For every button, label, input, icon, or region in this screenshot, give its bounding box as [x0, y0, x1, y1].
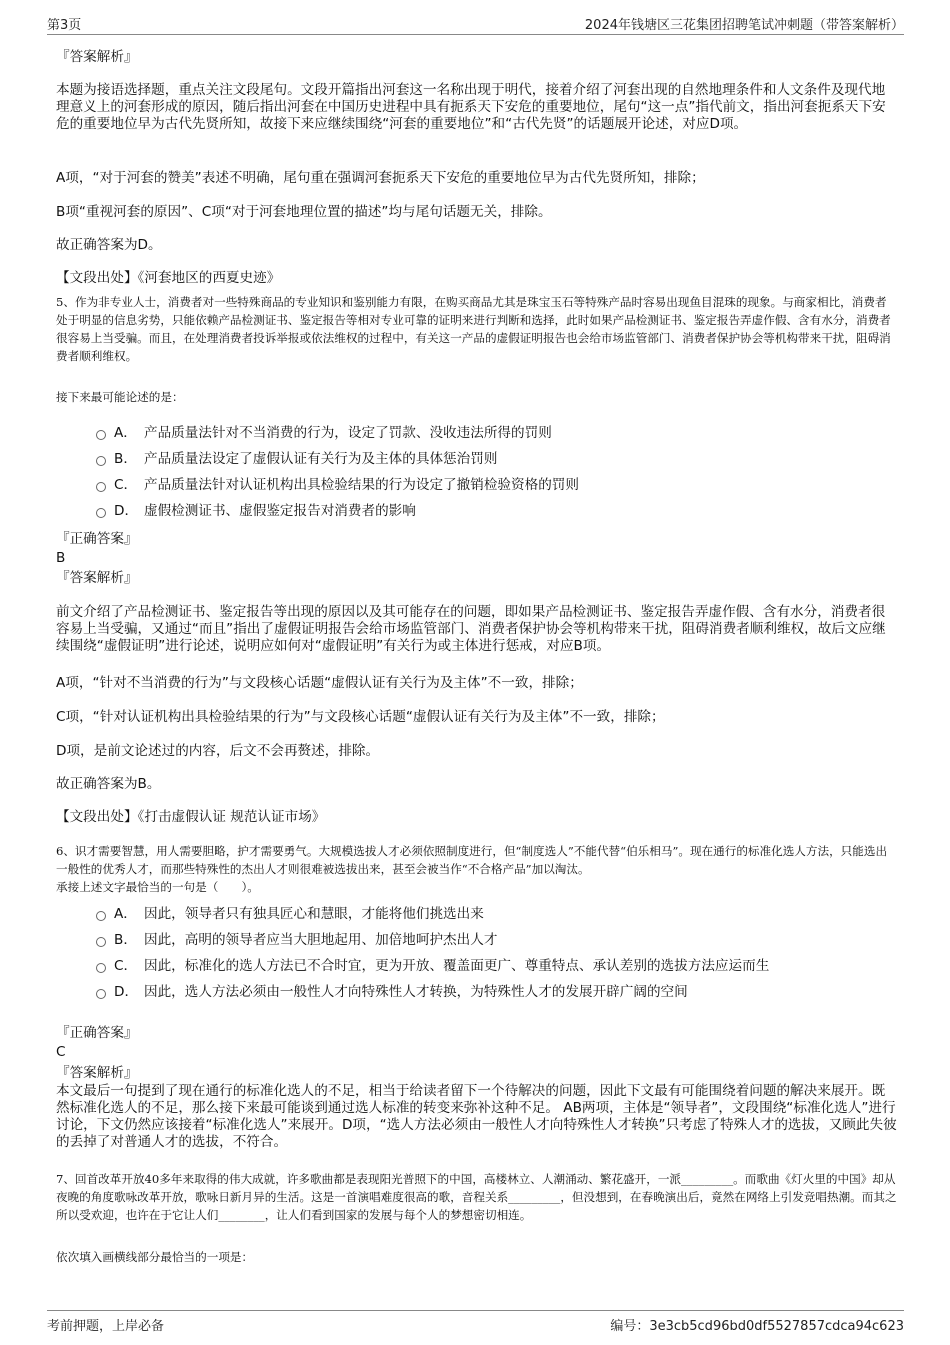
radio-icon[interactable] — [96, 456, 106, 466]
document-title: 2024年钱塘区三花集团招聘笔试冲刺题（带答案解析） — [584, 18, 904, 33]
q5-analysis-option-a: A项，“针对不当消费的行为”与文段核心话题“虚假认证有关行为及主体”不一致，排除； — [56, 675, 583, 691]
q7-question: 依次填入画横线部分最恰当的一项是： — [56, 1250, 254, 1264]
q5-option-c[interactable]: C． 产品质量法针对认证机构出具检验结果的行为设定了撤销检验资格的罚则 — [56, 472, 898, 498]
q4-analysis-label: 『答案解析』 — [56, 49, 138, 65]
document-code: 编号：3e3cb5cd96bd0df5527857cdca94c623 — [610, 1319, 904, 1334]
radio-icon[interactable] — [96, 937, 106, 947]
q5-analysis-label: 『答案解析』 — [56, 570, 138, 586]
q4-source: 【文段出处】《河套地区的西夏史迹》 — [56, 270, 281, 286]
q6-answer: C — [56, 1044, 66, 1060]
q7-stem: 7、回首改革开放40多年来取得的伟大成就，许多歌曲都是表现阳光普照下的中国，高楼林立、人潮涌动、繁花盛开，一派_________。而歌曲《灯火里的中国》却从夜晚的角度歌咏改革开放，歌咏日新月异的生活。这是一首演唱难度很高的歌，音程关系_________，但没想到，在春晚演出后，竟然在网络上引发竞唱热潮。而其之所以受欢迎，也许在于它让人们________，让人们看到国家的发展与每个人的梦想密切相连。 — [56, 1172, 897, 1222]
radio-icon[interactable] — [96, 482, 106, 492]
q4-analysis-option-a: A项，“对于河套的赞美”表述不明确，尾句重在强调河套扼系天下安危的重要地位早为古代先贤所知，排除； — [56, 170, 705, 186]
q6-analysis-paragraph: 本文最后一句提到了现在通行的标准化选人的不足，相当于给读者留下一个待解决的问题，因此下文最有可能围绕着问题的解决来展开。既然标准化选人的不足，那么接下来最可能谈到通过选人标准的转变来弥补这种不足。 AB两项，主体是“领导者”，文段围绕“标准化选人”进行讨论，下文仍然应该接着“标准化选人”来展开。D项，“选人方法必须由一般性人才向特殊性人才转换”只考虑了特殊人才的选拔，又顾此失彼的丢掉了对普通人才的选拔，不符合。 — [56, 1083, 897, 1150]
q5-answer: B — [56, 550, 66, 566]
q6-question: 承接上述文字最恰当的一句是（ ）。 — [56, 880, 259, 894]
radio-icon[interactable] — [96, 963, 106, 973]
q5-source: 【文段出处】《打击虚假认证 规范认证市场》 — [56, 809, 326, 825]
radio-icon[interactable] — [96, 911, 106, 921]
radio-icon[interactable] — [96, 508, 106, 518]
q5-analysis-option-c: C项，“针对认证机构出具检验结果的行为”与文段核心话题“虚假认证有关行为及主体”不一致，排除； — [56, 709, 665, 725]
q5-analysis-option-d: D项，是前文论述过的内容，后文不会再赘述，排除。 — [56, 743, 380, 759]
q5-options — [56, 420, 898, 524]
q6-option-d[interactable]: D． 因此，选人方法必须由一般性人才向特殊性人才转换，为特殊性人才的发展开辟广阔的空间 — [56, 979, 898, 1005]
q5-analysis-conclusion: 故正确答案为B。 — [56, 776, 161, 792]
q5-analysis-paragraph: 前文介绍了产品检测证书、鉴定报告等出现的原因以及其可能存在的问题，即如果产品检测证书、鉴定报告弄虚作假、含有水分，消费者很容易上当受骗，又通过“而且”指出了虚假证明报告会给市场监管部门、消费者保护协会等机构带来干扰，阻碍消费者顺利维权，故后文应继续围绕“虚假证明”进行论述，说明应如何对“虚假证明”有关行为或主体进行惩戒，对应B项。 — [56, 604, 886, 654]
q6-stem: 6、识才需要智慧，用人需要胆略，护才需要勇气。大规模选拔人才必须依照制度进行，但“制度选人”不能代替“伯乐相马”。现在通行的标准化选人方法，只能选出一般性的优秀人才，而那些特殊性的杰出人才则很难被选拔出来，甚至会被当作“不合格产品”加以淘汰。 — [56, 844, 888, 876]
q5-option-d[interactable]: D． 虚假检测证书、虚假鉴定报告对消费者的影响 — [56, 498, 898, 524]
q5-stem: 5、作为非专业人士，消费者对一些特殊商品的专业知识和鉴别能力有限，在购买商品尤其是珠宝玉石等特殊产品时容易出现鱼目混珠的现象。与商家相比，消费者处于明显的信息劣势，只能依赖产品检测证书、鉴定报告等相对专业可靠的证明来进行判断和选择，此时如果产品检测证书、鉴定报告弄虚作假、含有水分，消费者很容易上当受骗。而且，在处理消费者投诉举报或依法维权的过程中，有关这一产品的虚假证明报告也会给市场监管部门、消费者保护协会等机构带来干扰，阻碍消费者顺利维权。 — [56, 295, 891, 363]
q6-options — [56, 901, 898, 1005]
page-number: 第3页 — [47, 18, 82, 33]
q5-answer-label: 『正确答案』 — [56, 531, 138, 547]
page-header — [47, 12, 904, 35]
q4-analysis-conclusion: 故正确答案为D。 — [56, 237, 162, 253]
q6-option-b[interactable]: B． 因此，高明的领导者应当大胆地起用、加倍地呵护杰出人才 — [56, 927, 898, 953]
q4-analysis-paragraph: 本题为接语选择题，重点关注文段尾句。文段开篇指出河套这一名称出现于明代，接着介绍了河套出现的自然地理条件和人文条件及现代地理意义上的河套形成的原因，随后指出河套在中国历史进程中具有扼系天下安危的重要地位，尾句“这一点”指代前文，指出河套扼系天下安危的重要地位早为古代先贤所知，故接下来应继续围绕“河套的重要地位”和“古代先贤”的话题展开论述，对应D项。 — [56, 82, 886, 132]
q4-analysis-option-bc: B项“重视河套的原因”、C项“对于河套地理位置的描述”均与尾句话题无关，排除。 — [56, 204, 552, 220]
q6-analysis-label: 『答案解析』 — [56, 1065, 138, 1081]
footer-slogan: 考前押题，上岸必备 — [47, 1319, 165, 1334]
q5-option-a[interactable]: A． 产品质量法针对不当消费的行为，设定了罚款、没收违法所得的罚则 — [56, 420, 898, 446]
radio-icon[interactable] — [96, 989, 106, 999]
q6-option-c[interactable]: C． 因此，标准化的选人方法已不合时宜，更为开放、覆盖面更广、尊重特点、承认差别的选拔方法应运而生 — [56, 953, 898, 979]
page-footer — [47, 1310, 904, 1335]
q6-option-a[interactable]: A． 因此，领导者只有独具匠心和慧眼，才能将他们挑选出来 — [56, 901, 898, 927]
q5-option-b[interactable]: B． 产品质量法设定了虚假认证有关行为及主体的具体惩治罚则 — [56, 446, 898, 472]
q5-question: 接下来最可能论述的是： — [56, 390, 184, 404]
radio-icon[interactable] — [96, 430, 106, 440]
q6-answer-label: 『正确答案』 — [56, 1025, 138, 1041]
